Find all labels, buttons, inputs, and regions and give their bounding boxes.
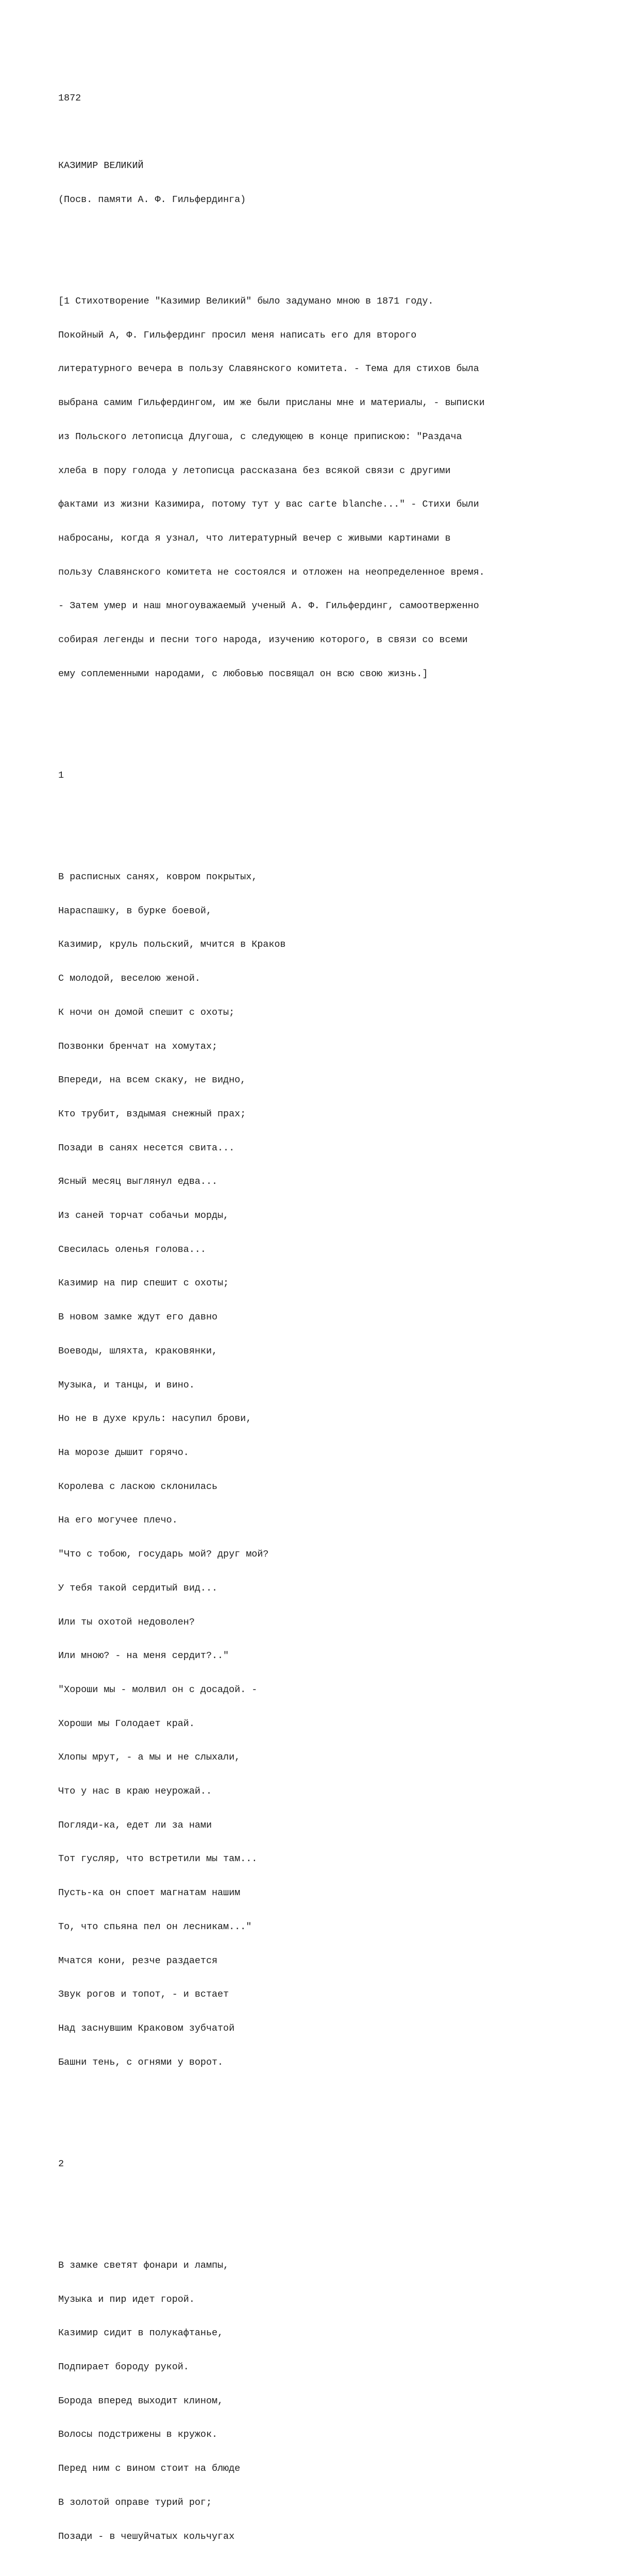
verse-line: В золотой оправе турий рог; bbox=[58, 2497, 212, 2508]
footnote-line: выбрана самим Гильфердингом, им же были присланы мне и материалы, - выписки bbox=[58, 397, 485, 409]
verse-line: Позади - в чешуйчатых кольчугах bbox=[58, 2531, 235, 2542]
verse-line: В новом замке ждут его давно bbox=[58, 1312, 218, 1323]
verse-line: Воеводы, шляхта, краковянки, bbox=[58, 1345, 218, 1357]
verse-line: Или мною? - на меня сердит?.." bbox=[58, 1650, 229, 1662]
year-heading: 1872 bbox=[58, 92, 81, 104]
verse-line: Перед ним с вином стоит на блюде bbox=[58, 2463, 241, 2474]
footnote-line: набросаны, когда я узнал, что литературный вечер с живыми картинами в bbox=[58, 532, 451, 544]
verse-line: Или ты охотой недоволен? bbox=[58, 1616, 195, 1628]
stanza-part-2 bbox=[58, 2237, 584, 2565]
verse-line: Королева с ласкою склонилась bbox=[58, 1481, 218, 1492]
verse-line: Звук рогов и топот, - и встает bbox=[58, 1989, 229, 2000]
footnote-line: пользу Славянского комитета не состоялся и отложен на неопределенное время. bbox=[58, 566, 485, 578]
verse-line: На морозе дышит горячо. bbox=[58, 1447, 189, 1458]
verse-line: Хлопы мрут, - а мы и не слыхали, bbox=[58, 1752, 241, 1763]
footnote-line: из Польского летописца Длугоша, с следующею в конце припискою: "Раздача bbox=[58, 431, 462, 442]
verse-line: К ночи он домой спешит с охоты; bbox=[58, 1007, 235, 1018]
dedication: (Посв. памяти А. Ф. Гильфердинга) bbox=[58, 194, 246, 205]
spacer bbox=[58, 804, 584, 815]
verse-line: В расписных санях, ковром покрытых, bbox=[58, 872, 258, 883]
footnote-line: Покойный А, Ф. Гильфердинг просил меня написать его для второго bbox=[58, 329, 417, 341]
verse-line: С молодой, веселою женой. bbox=[58, 973, 200, 984]
spacer bbox=[58, 228, 584, 240]
verse-line: Казимир на пир спешит с охоты; bbox=[58, 1278, 229, 1289]
verse-line: Позади в санях несется свита... bbox=[58, 1142, 235, 1153]
verse-line: Музыка, и танцы, и вино. bbox=[58, 1379, 195, 1391]
footnote-line: литературного вечера в пользу Славянского комитета. - Тема для стихов была bbox=[58, 363, 479, 375]
footnote-line: собирая легенды и песни того народа, изучению которого, в связи со всеми bbox=[58, 634, 468, 646]
footnote-line: хлеба в пору голода у летописца рассказана без всякой связи с другими bbox=[58, 465, 451, 476]
verse-line: Позвонки бренчат на хомутах; bbox=[58, 1041, 218, 1052]
verse-line: Над заснувшим Краковом зубчатой bbox=[58, 2022, 235, 2034]
verse-line: Борода вперед выходит клином, bbox=[58, 2395, 224, 2406]
verse-line: Мчатся кони, резче раздается bbox=[58, 1955, 218, 1966]
verse-line: Волосы подстрижены в кружок. bbox=[58, 2429, 218, 2440]
footnote-block bbox=[58, 273, 584, 702]
spacer bbox=[58, 127, 584, 138]
footnote-line: ему соплеменными народами, с любовью посвящал он всю свою жизнь.] bbox=[58, 668, 428, 679]
footnote-line: [1 Стихотворение "Казимир Великий" было задумано мною в 1871 году. bbox=[58, 296, 434, 307]
verse-line: У тебя такой сердитый вид... bbox=[58, 1582, 218, 1594]
verse-line: То, что спьяна пел он лесникам..." bbox=[58, 1921, 252, 1932]
verse-line: Погляди-ка, едет ли за нами bbox=[58, 1819, 212, 1831]
stanza-part-1 bbox=[58, 849, 584, 2090]
verse-line: Хороши мы Голодает край. bbox=[58, 1718, 195, 1729]
verse-line: На его могучее плечо. bbox=[58, 1515, 178, 1526]
verse-line: Башни тень, с огнями у ворот. bbox=[58, 2056, 224, 2068]
verse-line: Из саней торчат собачьи морды, bbox=[58, 1210, 229, 1222]
footnote-line: фактами из жизни Казимира, потому тут у вас carte blanche..." - Стихи были bbox=[58, 499, 479, 510]
verse-line: Казимир, круль польский, мчится в Краков bbox=[58, 939, 286, 950]
verse-line: Свесилась оленья голова... bbox=[58, 1244, 206, 1255]
verse-line: Подпирает бороду рукой. bbox=[58, 2362, 189, 2372]
verse-line: Пусть-ка он споет магнатам нашим bbox=[58, 1887, 241, 1899]
footnote-line: - Затем умер и наш многоуважаемый ученый А. Ф. Гильфердинг, самоотверженно bbox=[58, 600, 479, 612]
document-page bbox=[58, 70, 584, 2576]
spacer bbox=[58, 725, 584, 736]
verse-line: "Хороши мы - молвил он с досадой. - bbox=[58, 1684, 258, 1695]
verse-line: Впереди, на всем скаку, не видно, bbox=[58, 1075, 246, 1086]
spacer bbox=[58, 2113, 584, 2125]
verse-line: Но не в духе круль: насупил брови, bbox=[58, 1413, 252, 1425]
verse-line: Кто трубит, вздымая снежный прах; bbox=[58, 1108, 246, 1119]
verse-line: Музыка и пир идет горой. bbox=[58, 2294, 195, 2305]
part-number: 2 bbox=[58, 2158, 64, 2169]
spacer bbox=[58, 2192, 584, 2203]
verse-line: Тот гусляр, что встретили мы там... bbox=[58, 1853, 258, 1865]
verse-line: "Что с тобою, государь мой? друг мой? bbox=[58, 1549, 269, 1560]
verse-line: Нараспашку, в бурке боевой, bbox=[58, 905, 212, 916]
part-number: 1 bbox=[58, 770, 64, 781]
verse-line: Казимир сидит в полукафтанье, bbox=[58, 2328, 224, 2339]
verse-line: Ясный месяц выглянул едва... bbox=[58, 1176, 218, 1187]
poem-title: КАЗИМИР ВЕЛИКИЙ bbox=[58, 160, 144, 172]
verse-line: Что у нас в краю неурожай.. bbox=[58, 1786, 212, 1797]
verse-line: В замке светят фонари и лампы, bbox=[58, 2260, 229, 2271]
